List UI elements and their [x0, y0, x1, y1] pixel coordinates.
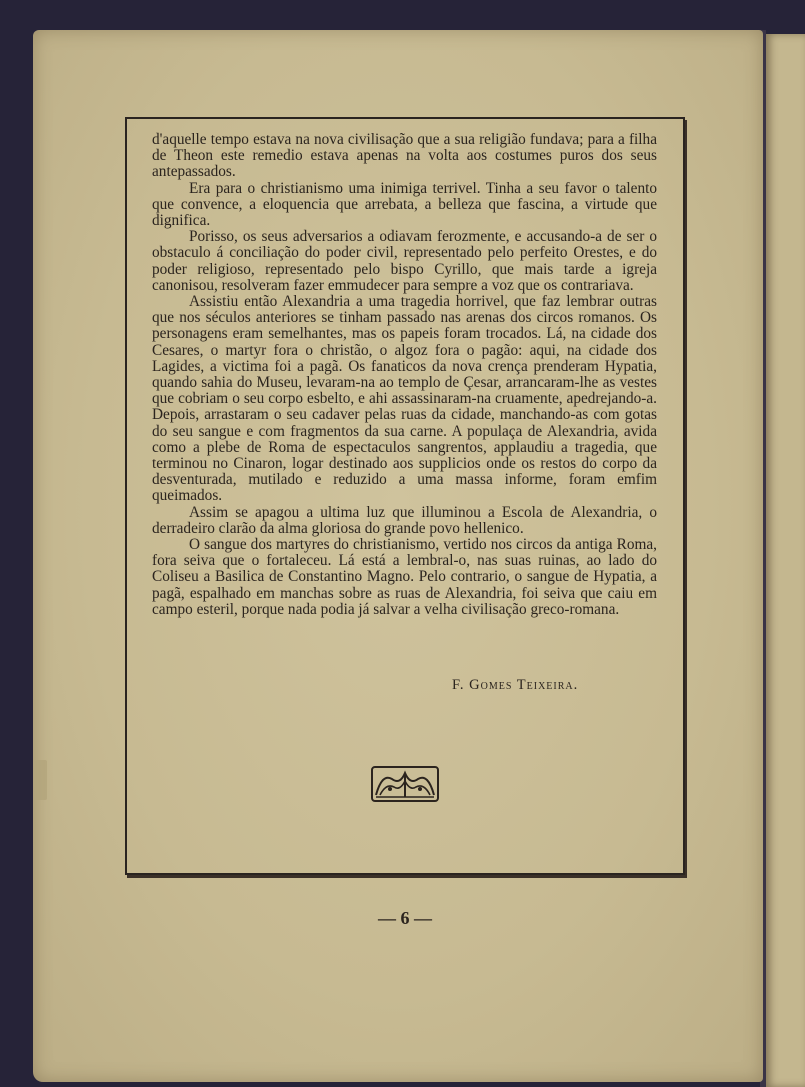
author-signature: F. Gomes Teixeira. [452, 677, 579, 693]
paragraph-2: Era para o christianismo uma inimiga terrivel. Tinha a seu favor o talento que convence, a eloquencia que arrebata, a belleza que fascina, a virtude que dignifica. [152, 179, 657, 230]
page-edge-tab [35, 760, 47, 800]
adjacent-page-edge [766, 34, 805, 1087]
page-number: — 6 — [378, 908, 432, 928]
paragraph-1: d'aquelle tempo estava na nova civilisação que a sua religião fundava; para a filha de Theon este remedio estava apenas na volta aos costumes puros dos seus antepassados. [152, 131, 657, 181]
paragraph-6: O sangue dos martyres do christianismo, vertido nos circos da antiga Roma, fora seiva que o fortaleceu. Lá está a lembral-o, nas suas ruinas, ao lado do Coliseu a Basilica de Constantino Magno. Pelo contrario, o sangue de Hypatia, a pagã, espalhado em manchas sobre as ruas de Alexandria, foi seiva que caiu em campo esteril, porque nada podia já salvar a velha civilisação greco-romana. [152, 536, 657, 618]
paragraph-3: Porisso, os seus adversarios a odiavam ferozmente, e accusando-a de ser o obstaculo á conciliação do poder civil, representado pelo perfeito Orestes, e do poder religioso, representado pelo bispo Cyrillo, que mais tarde a igreja canonisou, resolveram fazer emmudecer para sempre a voz que os contrariava. [152, 228, 657, 294]
body-text [152, 132, 657, 618]
art-nouveau-ornament-icon [370, 765, 440, 803]
paragraph-5: Assim se apagou a ultima luz que illuminou a Escola de Alexandria, o derradeiro clarão da alma gloriosa do grande povo hellenico. [152, 503, 657, 537]
paragraph-4: Assistiu então Alexandria a uma tragedia horrivel, que faz lembrar outras que nos séculos anteriores se tinham passado nas arenas dos circos romanos. Os personagens eram semelhantes, mas os papeis foram trocados. Lá, na cidade dos Cesares, o martyr fora o christão, o algoz fora o pagão: aqui, na cidade dos Lagides, a victima foi a pagã. Os fanaticos da nova crença prenderam Hypatia, quando sahia do Museu, levaram-na ao templo de Çesar, arrancaram-lhe as vestes que cobriam o seu corpo esbelto, e ahi assassinaram-na cruamente, apedrejando-a. Depois, arrastaram o seu cadaver pelas ruas da cidade, manchando-as com gotas do seu sangue e com fragmentos da sua carne. A populaça de Alexandria, avida como a plebe de Roma de espectaculos sangrentos, applaudiu a tragedia, que terminou no Cinaron, logar destinado aos supplicios onde os restos do corpo da desventurada, mutilado e reduzido a uma massa informe, foram emfim queimados. [152, 293, 657, 505]
